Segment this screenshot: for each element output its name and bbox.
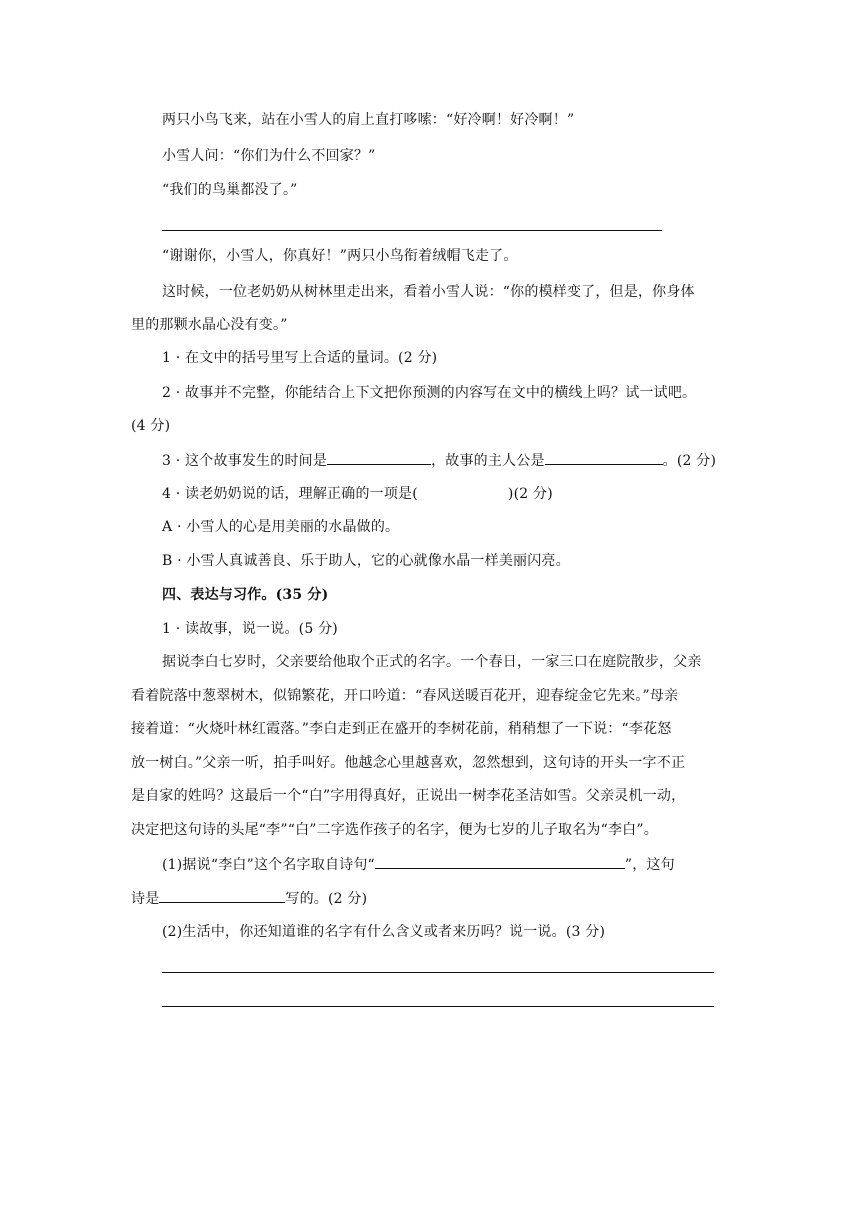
question-1: 1 · 在文中的括号里写上合适的量词。(2 分)	[162, 350, 438, 366]
question-2-line-1: 2 · 故事并不完整，你能结合上下文把你预测的内容写在文中的横线上吗？试一试吧。	[162, 385, 697, 401]
story-paragraph-1: 两只小鸟飞来，站在小雪人的肩上直打哆嗦：“好冷啊！好冷啊！”	[162, 112, 575, 128]
story-paragraph-5-line-1: 这时候，一位老奶奶从树林里走出来，看着小雪人说：“你的模样变了，但是，你身体	[162, 284, 695, 300]
question-3-middle: ，故事的主人公是	[431, 453, 545, 469]
libai-story-line-4: 放一树白。”父亲一听，拍手叫好。他越念心里越喜欢，忽然想到，这句诗的开头一字不正	[131, 755, 686, 771]
question-4	[162, 484, 553, 504]
libai-story-line-5: 是自家的姓吗？这最后一个“白”字用得真好，正说出一树李花圣洁如雪。父亲灵机一动，	[131, 788, 686, 804]
question-4-prefix: 4 · 读老奶奶说的话，理解正确的一项是(	[162, 486, 418, 502]
question-3-protagonist-blank[interactable]	[545, 450, 663, 465]
question-3-suffix: 。(2 分)	[662, 453, 717, 469]
answer-blank-line-story[interactable]	[162, 230, 662, 231]
question-4-suffix: )(2 分)	[507, 486, 553, 502]
answer-blank-line-1[interactable]	[162, 972, 714, 973]
libai-story-line-3: 接着道：“火烧叶林红霞落。”李白走到正在盛开的李树花前，稍稍想了一下说：“李花怒	[131, 721, 672, 737]
story-paragraph-5-line-2: 里的那颗水晶心没有变。”	[131, 317, 288, 333]
story-paragraph-3: “我们的鸟巢都没了。”	[162, 182, 298, 198]
section-4-heading: 四、表达与习作。(35 分)	[162, 587, 329, 603]
story-paragraph-4: “谢谢你，小雪人，你真好！”两只小鸟衔着绒帽飞走了。	[162, 248, 518, 264]
libai-story-line-1: 据说李白七岁时，父亲要给他取个正式的名字。一个春日，一家三口在庭院散步，父亲	[162, 654, 702, 670]
question-3	[162, 450, 716, 471]
question-3-time-blank[interactable]	[327, 450, 431, 465]
section-4-question-1-line-1	[162, 854, 675, 875]
section-4-question-1-prefix: (1)据说“李白”这个名字取自诗句“	[162, 857, 375, 873]
section-4-question-1b-prefix: 诗是	[131, 891, 160, 907]
answer-blank-line-2[interactable]	[162, 1006, 714, 1007]
question-3-prefix: 3 · 这个故事发生的时间是	[162, 453, 328, 469]
section-4-question-1-suffix: ”，这句	[624, 857, 675, 873]
section-4-question-1-line-2	[131, 888, 367, 909]
poem-line-blank[interactable]	[375, 854, 625, 869]
section-4-item-1: 1 · 读故事，说一说。(5 分)	[162, 621, 338, 637]
option-b: B · 小雪人真诚善良、乐于助人，它的心就像水晶一样美丽闪亮。	[162, 553, 570, 569]
section-4-question-2: (2)生活中，你还知道谁的名字有什么含义或者来历吗？说一说。(3 分)	[162, 924, 606, 940]
question-2-line-2: (4 分)	[131, 418, 171, 434]
section-4-question-1b-suffix: 写的。(2 分)	[285, 891, 368, 907]
libai-story-line-6: 决定把这句诗的头尾“李”“白”二字选作孩子的名字，便为七岁的儿子取名为“李白”。	[131, 822, 658, 838]
libai-story-line-2: 看着院落中葱翠树木，似锦繁花，开口吟道：“春风送暖百花开，迎春绽金它先来。”母亲	[131, 688, 679, 704]
story-paragraph-2: 小雪人问：“你们为什么不回家？”	[162, 148, 376, 164]
poet-blank[interactable]	[159, 888, 285, 903]
option-a: A · 小雪人的心是用美丽的水晶做的。	[162, 519, 400, 535]
